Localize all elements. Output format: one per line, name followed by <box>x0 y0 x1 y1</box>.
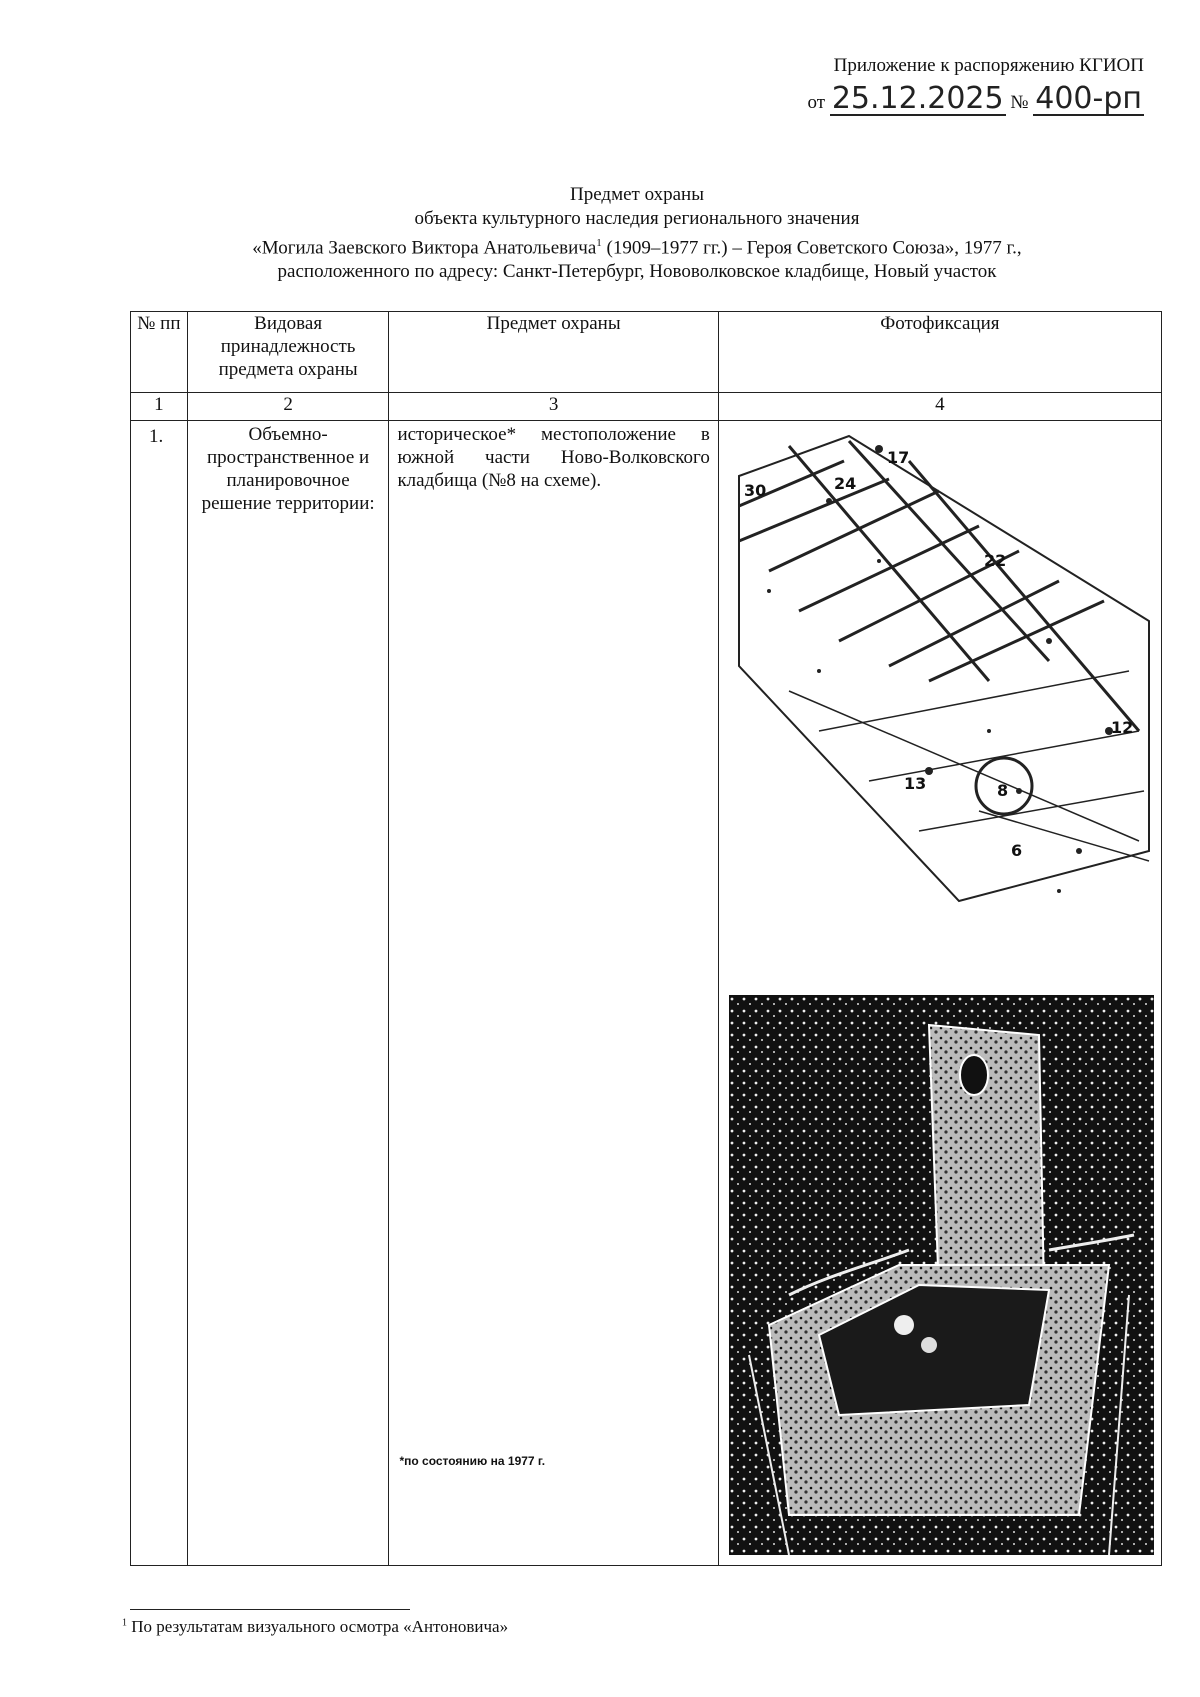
row-subject-cell <box>389 421 718 1566</box>
table-header-row <box>131 312 1162 393</box>
map-label: 17 <box>886 448 910 467</box>
footnote-text: По результатам визуального осмотра «Антоновича» <box>127 1617 509 1636</box>
order-number: 400-рп <box>1035 81 1142 116</box>
col-number-4: 4 <box>718 393 1161 421</box>
col-number-3: 3 <box>389 393 718 421</box>
title-line-2: объекта культурного наследия регионального значения <box>414 208 860 229</box>
row-number: 1. <box>131 421 188 1566</box>
title-line-3b: (1909–1977 гг.) – Героя Советского Союза», 1977 г., <box>601 237 1022 259</box>
header-photo: Фотофиксация <box>718 312 1161 393</box>
map-label: 6 <box>1010 841 1022 860</box>
map-label: 22 <box>983 551 1007 570</box>
col-number-1: 1 <box>131 393 188 421</box>
document-title <box>130 183 1144 284</box>
footnote-ref: 1 <box>596 237 602 249</box>
title-line-3a: «Могила Заевского Виктора Анатольевича <box>252 237 597 259</box>
map-label: 12 <box>1110 718 1134 737</box>
footnote-separator <box>130 1609 410 1610</box>
subject-note: *по состоянию на 1977 г. <box>399 1454 546 1468</box>
from-prefix: от <box>807 92 826 113</box>
protection-subject-table <box>130 311 1162 1566</box>
header-kind: Видовая принадлежность предмета охраны <box>187 312 389 393</box>
document-header <box>744 52 1144 117</box>
map-label: 13 <box>903 774 927 793</box>
table-row <box>131 421 1162 1566</box>
header-number: № пп <box>131 312 188 393</box>
map-label: 30 <box>743 481 767 500</box>
map-label: 24 <box>833 474 857 493</box>
title-line-1: Предмет охраны <box>570 184 704 205</box>
order-date: 25.12.2025 <box>831 81 1004 116</box>
cemetery-scheme-map <box>729 431 1154 961</box>
column-number-row <box>131 393 1162 421</box>
row-subject: историческое* местоположение в южной части Ново-Волковского кладбища (№8 на схеме). <box>397 424 710 491</box>
row-photo-cell <box>718 421 1161 1566</box>
number-sign: № <box>1010 92 1029 113</box>
header-subject: Предмет охраны <box>389 312 718 393</box>
footnote-mark: 1 <box>122 1617 127 1629</box>
title-line-4: расположенного по адресу: Санкт-Петербург, Нововолковское кладбище, Новый участок <box>277 261 997 283</box>
appendix-reference: Приложение к распоряжению КГИОП <box>833 55 1144 76</box>
order-date-number <box>744 81 1144 117</box>
title-line-3 <box>130 231 1144 260</box>
footnote <box>122 1617 508 1637</box>
map-label: 8 <box>996 781 1008 800</box>
col-number-2: 2 <box>187 393 389 421</box>
row-kind: Объемно-пространственное и планировочное решение территории: <box>187 421 389 1566</box>
grave-photo <box>729 995 1154 1555</box>
